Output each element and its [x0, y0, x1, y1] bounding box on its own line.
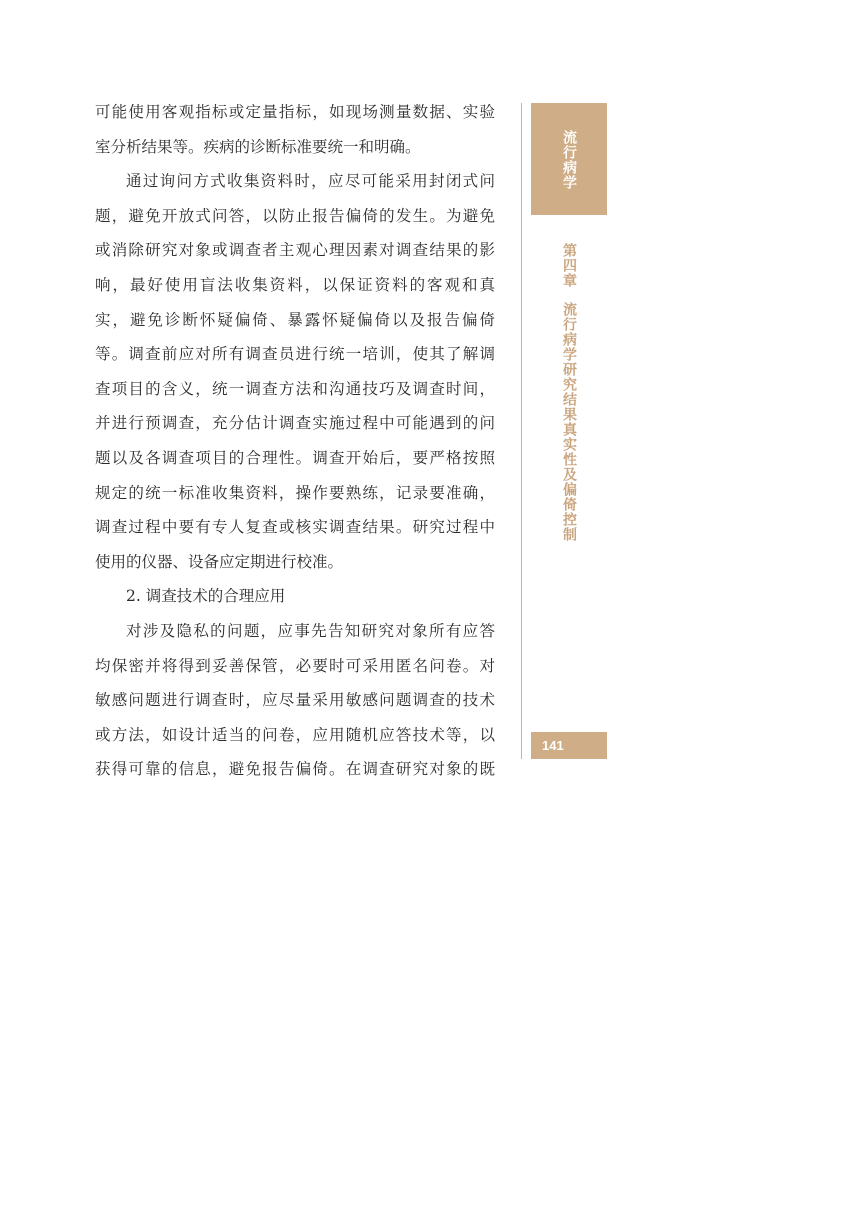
- body-line: 并进行预调查，充分估计调查实施过程中可能遇到的问: [95, 414, 495, 433]
- chapter-number: 第四章: [561, 243, 577, 288]
- body-line: 可能使用客观指标或定量指标，如现场测量数据、实验: [95, 103, 495, 121]
- body-line: 或方法，如设计适当的问卷，应用随机应答技术等，以: [95, 725, 495, 744]
- book-title: 流行病学: [561, 130, 577, 190]
- chapter-title: 流行病学研究结果真实性及偏倚控制: [561, 302, 577, 542]
- body-line: 等。调查前应对所有调查员进行统一培训，使其了解调: [95, 345, 495, 364]
- body-line: 规定的统一标准收集资料，操作要熟练，记录要准确，: [95, 483, 495, 502]
- body-line: 查项目的含义，统一调查方法和沟通技巧及调查时间，: [95, 379, 495, 398]
- body-line: 响，最好使用盲法收集资料，以保证资料的客观和真: [95, 275, 495, 294]
- body-line: 通过询问方式收集资料时，应尽可能采用封闭式问: [126, 172, 495, 191]
- body-line: 题，避免开放式问答，以防止报告偏倚的发生。为避免: [95, 206, 495, 225]
- body-line: 或消除研究对象或调查者主观心理因素对调查结果的影: [95, 241, 495, 260]
- body-line: 获得可靠的信息，避免报告偏倚。在调查研究对象的既: [95, 760, 495, 779]
- body-text: [95, 95, 495, 787]
- body-line: 调查过程中要有专人复查或核实调查结果。研究过程中: [95, 518, 495, 537]
- margin-divider: [521, 103, 522, 759]
- book-title-tab: [531, 103, 607, 215]
- body-line: 均保密并将得到妥善保管，必要时可采用匿名问卷。对: [95, 656, 495, 675]
- section-heading: 2. 调查技术的合理应用: [126, 587, 286, 606]
- body-line: 室分析结果等。疾病的诊断标准要统一和明确。: [95, 137, 421, 156]
- body-line: 对涉及隐私的问题，应事先告知研究对象所有应答: [126, 621, 495, 640]
- body-line: 实，避免诊断怀疑偏倚、暴露怀疑偏倚以及报告偏倚: [95, 310, 495, 329]
- chapter-header: [559, 243, 579, 542]
- body-line: 题以及各调查项目的合理性。调查开始后，要严格按照: [95, 448, 495, 467]
- body-line: 使用的仪器、设备应定期进行校准。: [95, 552, 344, 571]
- page-number: 141: [531, 732, 607, 759]
- body-line: 敏感问题进行调查时，应尽量采用敏感问题调查的技术: [95, 691, 495, 710]
